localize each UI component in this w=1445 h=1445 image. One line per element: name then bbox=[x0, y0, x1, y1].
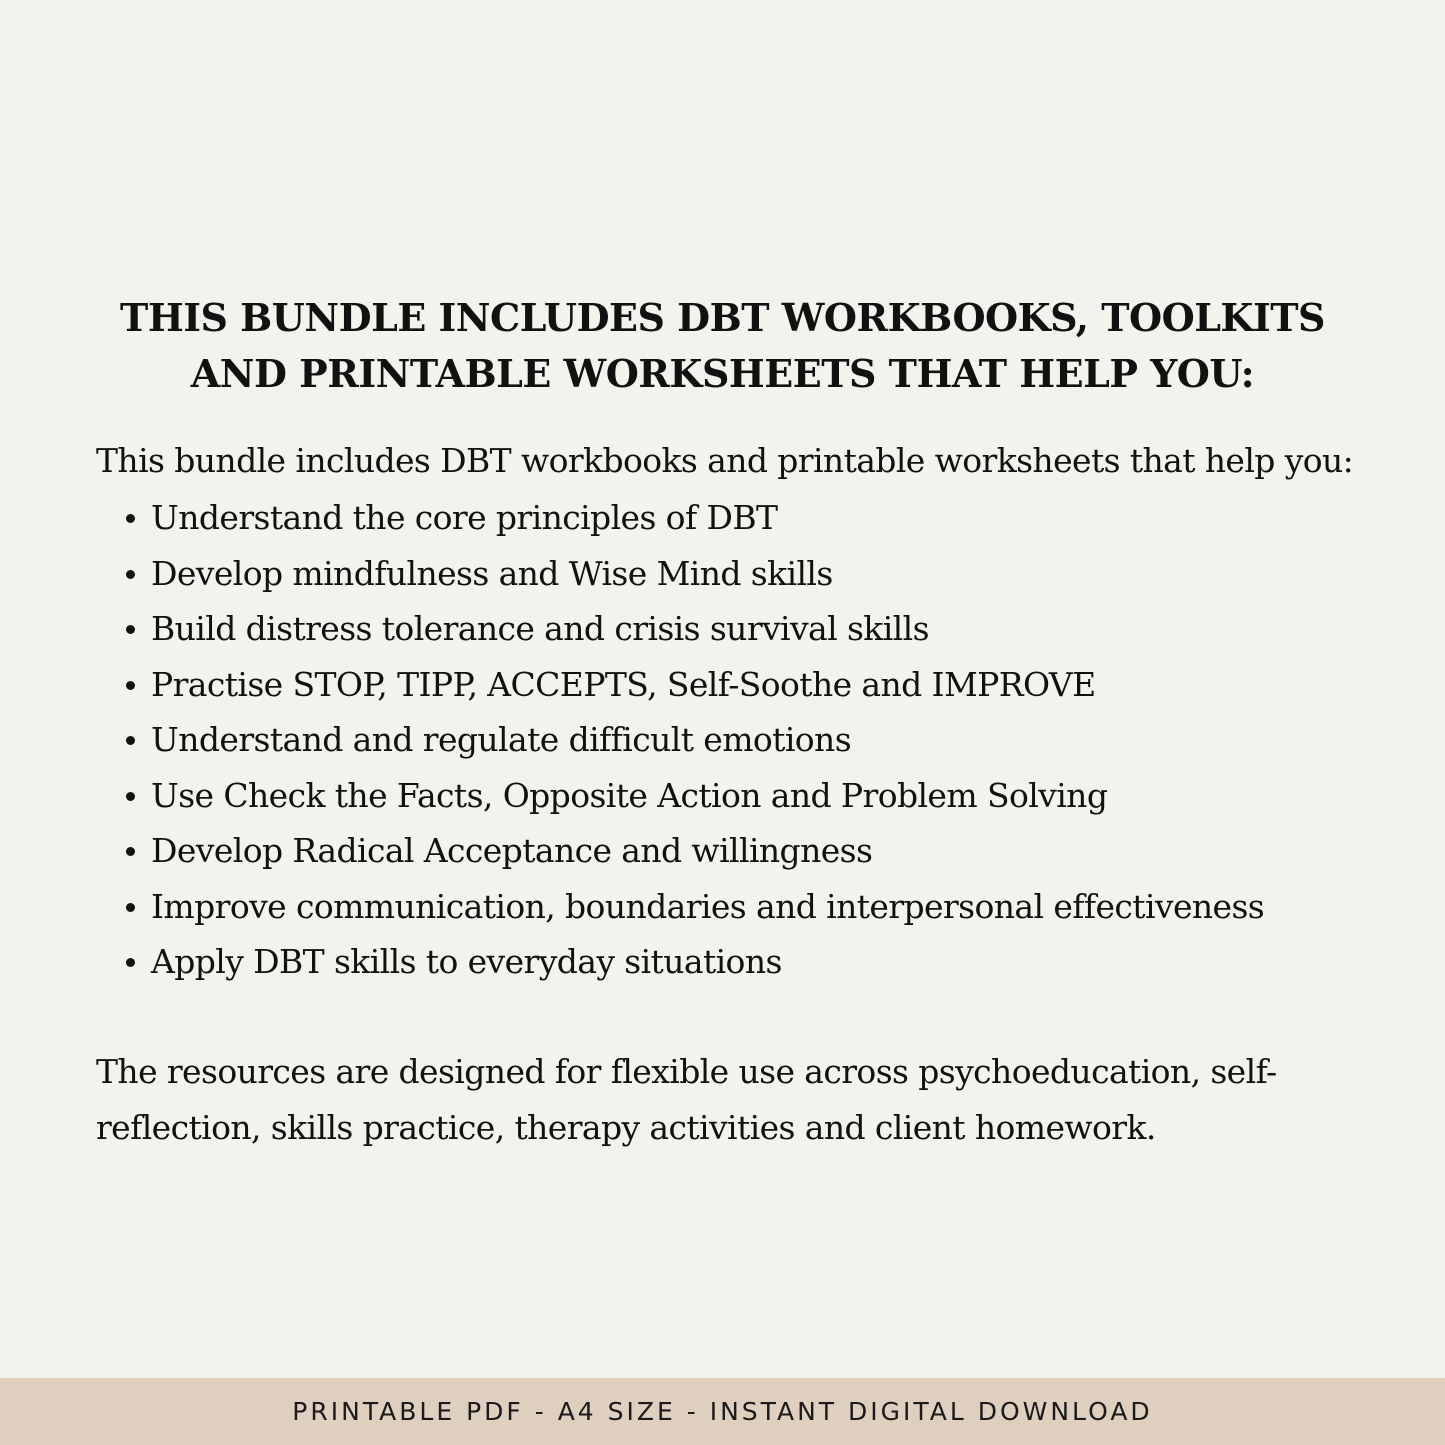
list-item bbox=[96, 490, 1396, 546]
list-item-text: Practise STOP, TIPP, ACCEPTS, Self-Soothe and IMPROVE bbox=[151, 664, 1096, 704]
bullet-icon bbox=[126, 570, 135, 579]
list-item bbox=[96, 546, 1396, 602]
list-item bbox=[96, 712, 1396, 768]
list-item-text: Build distress tolerance and crisis survival skills bbox=[151, 609, 929, 648]
bullet-icon bbox=[126, 958, 135, 967]
outro-paragraph bbox=[96, 1044, 1356, 1155]
outro-line-2: reflection, skills practice, therapy activities and client homework. bbox=[96, 1107, 1156, 1147]
list-item bbox=[96, 768, 1396, 824]
list-item bbox=[96, 601, 1396, 657]
footer-text: PRINTABLE PDF - A4 SIZE - INSTANT DIGITAL DOWNLOAD bbox=[292, 1397, 1153, 1426]
benefits-list bbox=[96, 490, 1396, 990]
list-item-text: Understand and regulate difficult emotions bbox=[151, 720, 852, 759]
bullet-icon bbox=[126, 514, 135, 523]
outro-line-1: The resources are designed for flexible use across psychoeducation, self- bbox=[96, 1052, 1277, 1091]
bullet-icon bbox=[126, 736, 135, 745]
bullet-icon bbox=[126, 625, 135, 634]
bullet-icon bbox=[126, 681, 135, 690]
heading-line-2: AND PRINTABLE WORKSHEETS THAT HELP YOU: bbox=[190, 351, 1255, 396]
heading-line-1: THIS BUNDLE INCLUDES DBT WORKBOOKS, TOOLKITS bbox=[120, 295, 1325, 340]
list-item bbox=[96, 879, 1396, 935]
list-item bbox=[96, 934, 1396, 990]
list-item-text: Develop Radical Acceptance and willingness bbox=[151, 831, 873, 870]
list-item bbox=[96, 823, 1396, 879]
page-heading bbox=[0, 290, 1445, 402]
bullet-icon bbox=[126, 792, 135, 801]
list-item-text: Understand the core principles of DBT bbox=[151, 498, 778, 537]
list-item-text: Apply DBT skills to everyday situations bbox=[151, 942, 782, 981]
list-item-text: Develop mindfulness and Wise Mind skills bbox=[151, 553, 833, 593]
bullet-icon bbox=[126, 847, 135, 856]
list-item bbox=[96, 657, 1396, 713]
footer-banner bbox=[0, 1378, 1445, 1445]
list-item-text: Improve communication, boundaries and interpersonal effectiveness bbox=[151, 886, 1265, 926]
list-item-text: Use Check the Facts, Opposite Action and Problem Solving bbox=[151, 775, 1108, 815]
bullet-icon bbox=[126, 903, 135, 912]
intro-text: This bundle includes DBT workbooks and printable worksheets that help you: bbox=[96, 441, 1354, 480]
